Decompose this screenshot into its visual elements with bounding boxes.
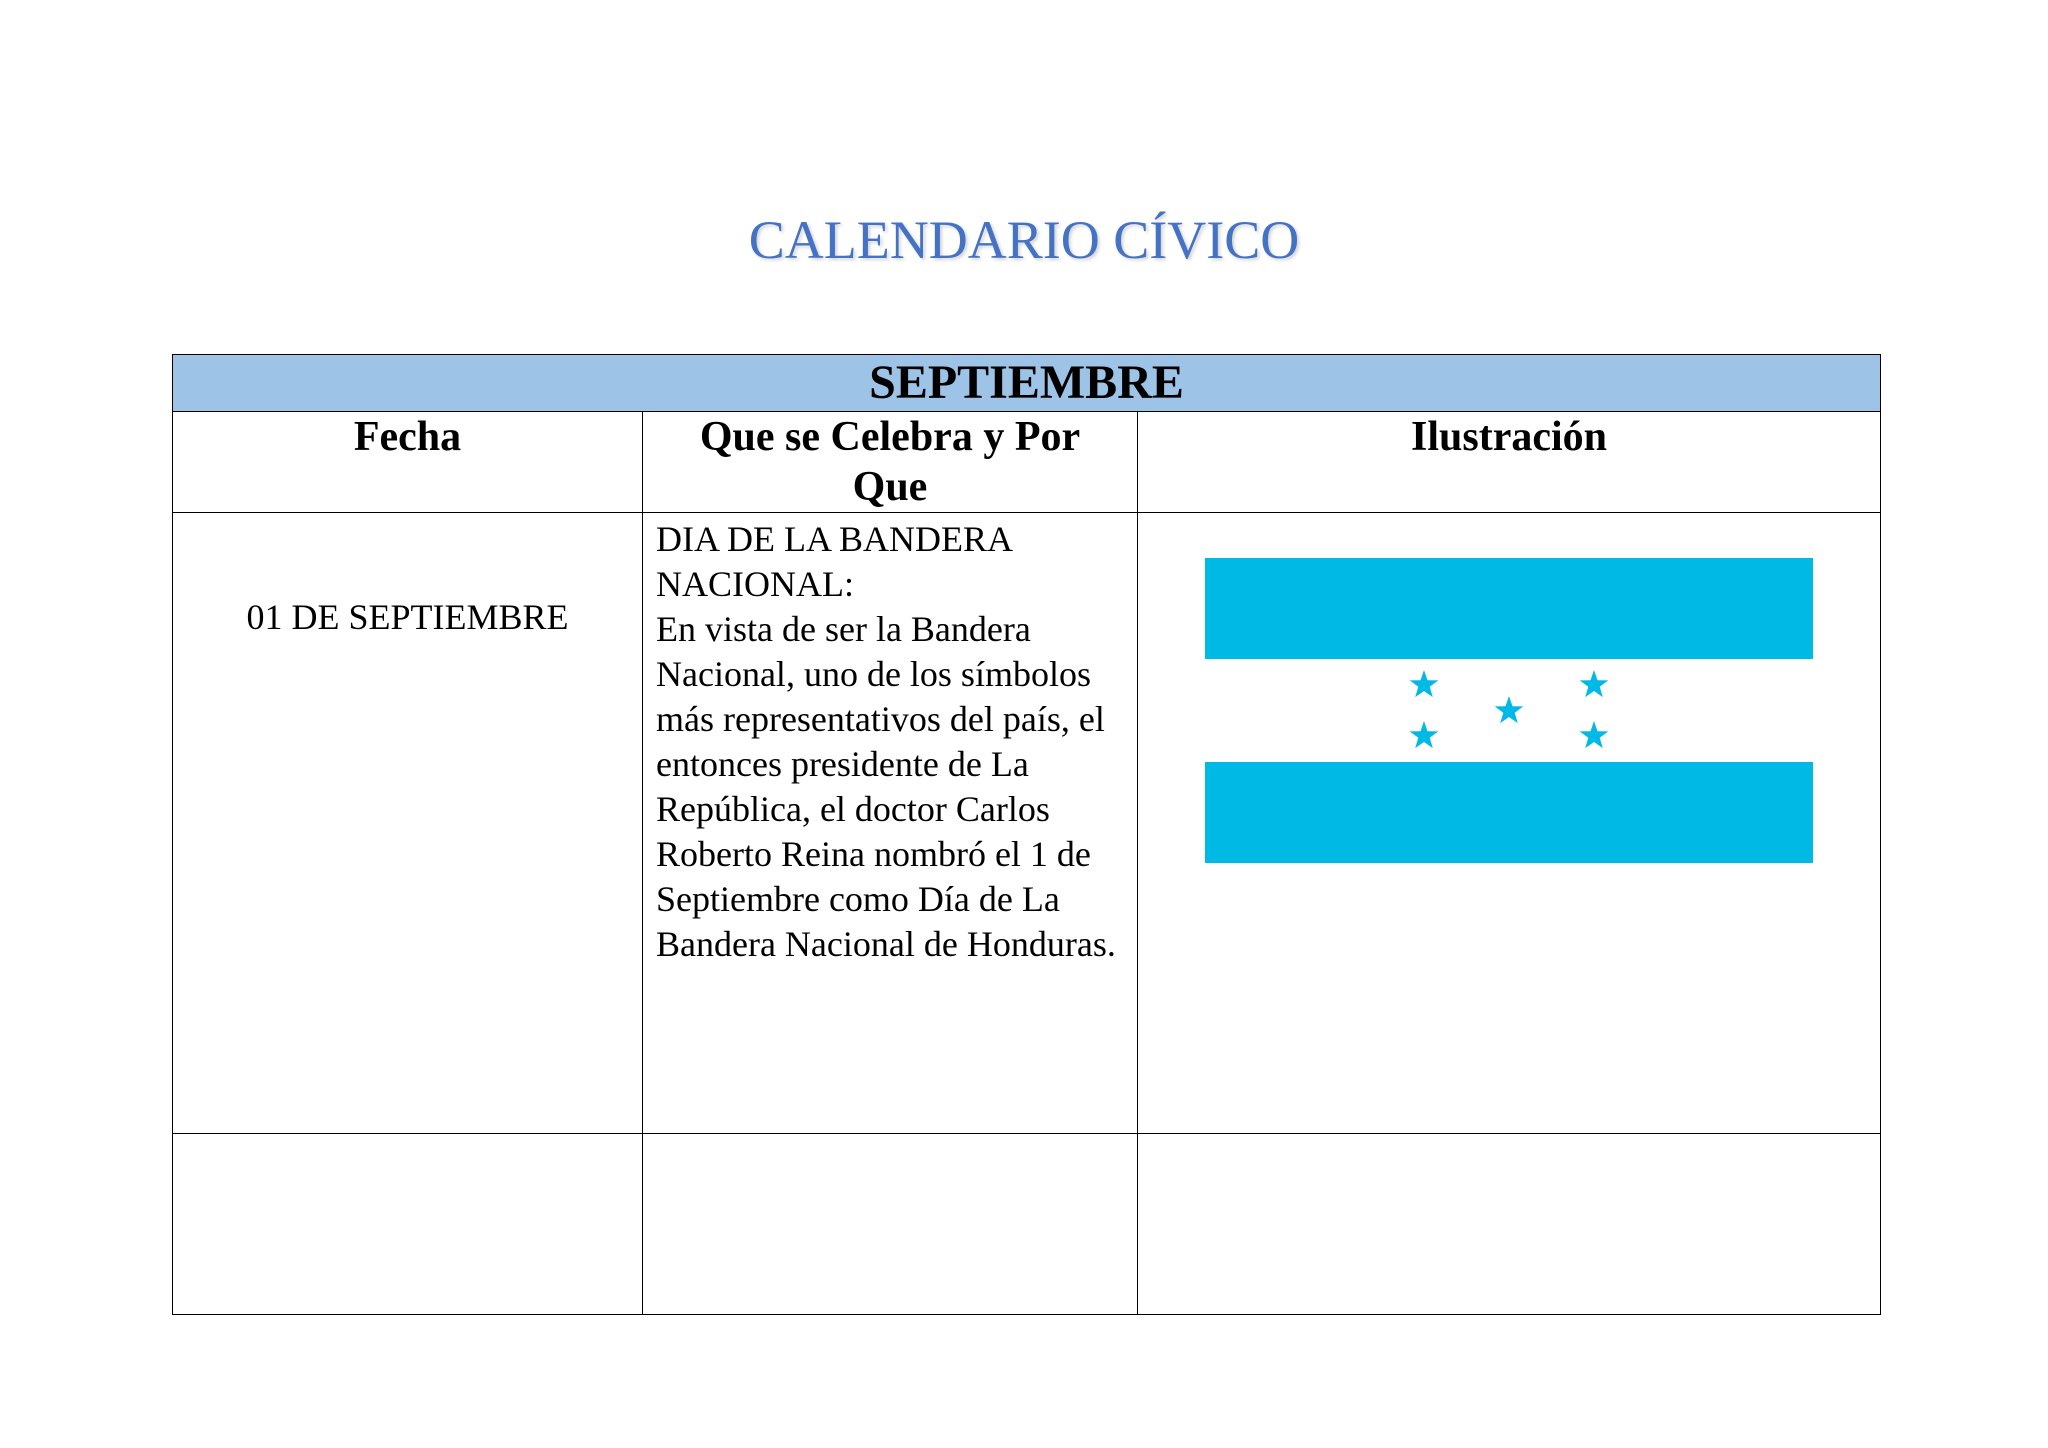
celebration-cell xyxy=(643,1134,1138,1315)
month-title: SEPTIEMBRE xyxy=(173,355,1881,412)
illustration-cell xyxy=(1138,1134,1881,1315)
celebration-title: DIA DE LA BANDERA NACIONAL: xyxy=(656,519,1012,604)
celebration-cell xyxy=(643,513,1138,1134)
honduras-flag-icon xyxy=(1205,558,1813,863)
column-header-illustration: Ilustración xyxy=(1138,412,1881,513)
date-cell: 01 DE SEPTIEMBRE xyxy=(173,513,643,1134)
celebration-description: En vista de ser la Bandera Nacional, uno de los símbolos más representativos del país, el entonces presidente de La República, el doctor Carlos Roberto Reina nombró el 1 de Septiembre como Día de La Bandera Nacional de Honduras. xyxy=(656,609,1116,964)
column-header-date: Fecha xyxy=(173,412,643,513)
column-header-what: Que se Celebra y Por Que xyxy=(643,412,1138,513)
column-header-row xyxy=(173,412,1881,513)
table-row xyxy=(173,1134,1881,1315)
month-header-row xyxy=(173,355,1881,412)
table-row xyxy=(173,513,1881,1134)
date-cell xyxy=(173,1134,643,1315)
illustration-cell xyxy=(1138,513,1881,1134)
civic-calendar-table xyxy=(172,354,1881,1315)
document-title: CALENDARIO CÍVICO xyxy=(748,210,1300,270)
